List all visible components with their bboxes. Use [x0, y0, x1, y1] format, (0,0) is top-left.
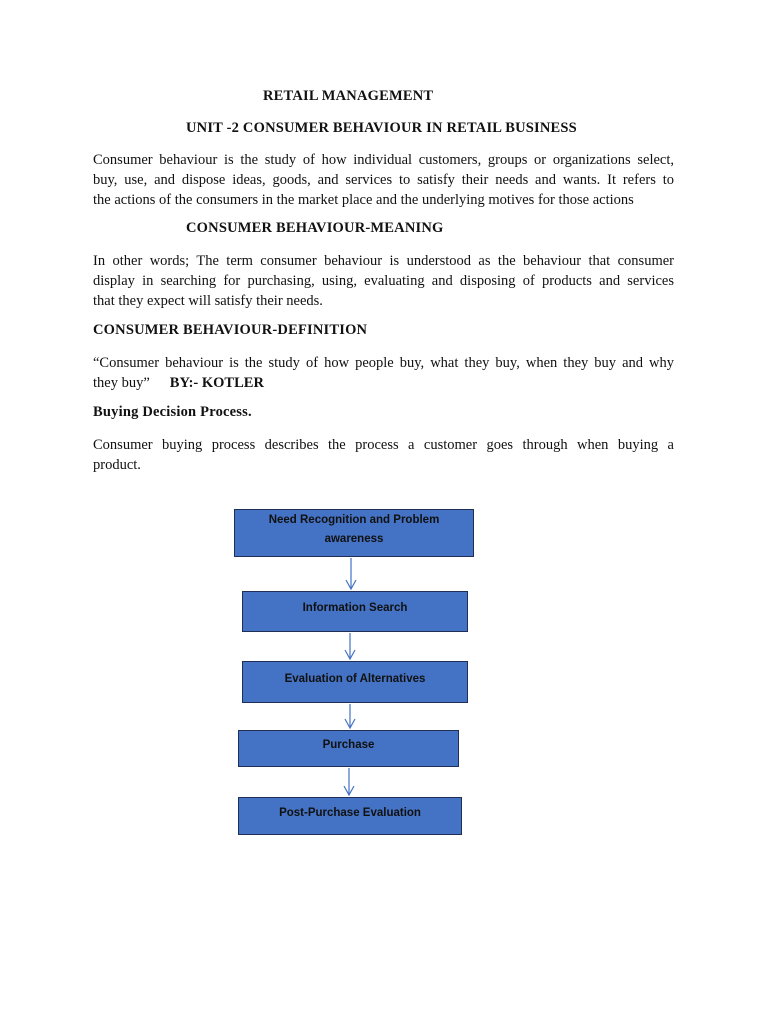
flow-arrow	[346, 558, 356, 589]
meaning-line: display in searching for purchasing, using, evaluating and disposing of products and services	[93, 273, 674, 289]
flow-step-need-recognition: Need Recognition and Problem awareness	[234, 509, 474, 557]
flow-arrow	[345, 704, 355, 728]
flow-step-information-search: Information Search	[242, 591, 468, 632]
intro-line: buy, use, and dispose ideas, goods, and services to satisfy their needs and wants. It refers to	[93, 172, 674, 188]
intro-line: Consumer behaviour is the study of how individual customers, groups or organizations select,	[93, 152, 674, 168]
definition-attribution: BY:- KOTLER	[169, 375, 264, 391]
document-title: RETAIL MANAGEMENT	[263, 88, 434, 104]
definition-paragraph	[93, 353, 674, 393]
buying-line: Consumer buying process describes the process a customer goes through when buying a	[93, 437, 674, 453]
meaning-paragraph	[93, 251, 674, 311]
flow-step-evaluation-of-alternatives: Evaluation of Alternatives	[242, 661, 468, 703]
meaning-line: that they expect will satisfy their needs.	[93, 293, 323, 309]
intro-line: the actions of the consumers in the market place and the underlying motives for those actions	[93, 192, 634, 208]
flow-step-post-purchase-evaluation: Post-Purchase Evaluation	[238, 797, 462, 835]
definition-quote-end: they buy”	[93, 375, 150, 391]
unit-heading: UNIT -2 CONSUMER BEHAVIOUR IN RETAIL BUSINESS	[186, 120, 577, 136]
intro-paragraph	[93, 150, 674, 210]
meaning-line: In other words; The term consumer behaviour is understood as the behaviour that consumer	[93, 253, 674, 269]
definition-line: “Consumer behaviour is the study of how people buy, what they buy, when they buy and why	[93, 355, 674, 371]
flow-arrow	[344, 768, 354, 795]
buying-line: product.	[93, 457, 141, 473]
flow-step-purchase: Purchase	[238, 730, 459, 767]
definition-line	[93, 373, 674, 393]
buying-heading: Buying Decision Process.	[93, 404, 252, 420]
meaning-heading: CONSUMER BEHAVIOUR-MEANING	[186, 220, 444, 236]
flow-arrow	[345, 633, 355, 659]
buying-paragraph	[93, 435, 674, 475]
definition-heading: CONSUMER BEHAVIOUR-DEFINITION	[93, 322, 368, 338]
